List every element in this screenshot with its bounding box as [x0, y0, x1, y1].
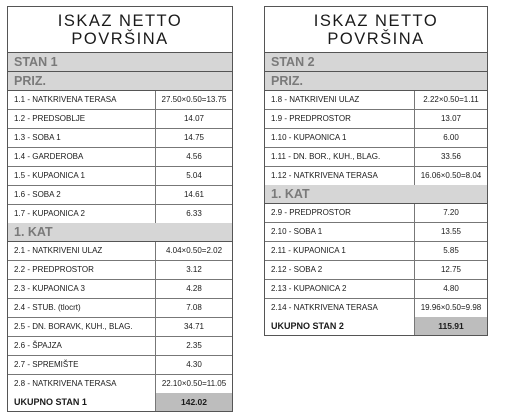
room-area: 27.50×0.50=13.75: [155, 91, 232, 109]
room-area: 2.22×0.50=1.11: [414, 91, 487, 109]
room-area: 4.28: [155, 280, 232, 298]
first-floor-heading: 1. KAT: [8, 223, 232, 242]
table-row: [8, 261, 232, 280]
room-name: 1.5 - KUPAONICA 1: [14, 171, 85, 180]
room-area: 5.04: [155, 167, 232, 185]
room-area: 22.10×0.50=11.05: [155, 375, 232, 393]
room-area: 16.06×0.50=8.04: [414, 167, 487, 185]
room-name: 2.1 - NATKRIVENI ULAZ: [14, 246, 103, 255]
table-row: [8, 337, 232, 356]
room-area: 3.12: [155, 261, 232, 279]
room-name: 1.11 - DN. BOR., KUH., BLAG.: [271, 152, 381, 161]
room-name: 1.4 - GARDEROBA: [14, 152, 84, 161]
area-table-stan-1: [7, 6, 233, 412]
room-area: 33.56: [414, 148, 487, 166]
table-row: [8, 280, 232, 299]
room-name: 2.12 - SOBA 2: [271, 265, 323, 274]
room-area: 7.08: [155, 299, 232, 317]
room-name: 1.12 - NATKRIVENA TERASA: [271, 171, 378, 180]
room-area: 34.71: [155, 318, 232, 336]
title-line-2: POVRŠINA: [71, 30, 169, 48]
room-area: 14.61: [155, 186, 232, 204]
room-name: 2.8 - NATKRIVENA TERASA: [14, 379, 117, 388]
table-row: [8, 186, 232, 205]
room-name: 2.9 - PREDPROSTOR: [271, 208, 351, 217]
room-name: 2.6 - ŠPAJZA: [14, 341, 62, 350]
room-area: 7.20: [414, 204, 487, 222]
room-area: 4.04×0.50=2.02: [155, 242, 232, 260]
table-title: [265, 7, 487, 53]
table-row: [265, 129, 487, 148]
first-floor-heading: 1. KAT: [265, 185, 487, 204]
table-row: [8, 110, 232, 129]
room-area: 6.33: [155, 205, 232, 223]
table-row: [265, 91, 487, 110]
room-name: 2.4 - STUB. (tlocrt): [14, 303, 81, 312]
ground-floor-rows: [8, 91, 232, 223]
room-name: 1.10 - KUPAONICA 1: [271, 133, 347, 142]
room-name: 2.13 - KUPAONICA 2: [271, 284, 347, 293]
table-row: [265, 299, 487, 317]
first-floor-rows: [265, 204, 487, 317]
table-row: [8, 129, 232, 148]
room-name: 2.7 - SPREMIŠTE: [14, 360, 79, 369]
room-name: 1.2 - PREDSOBLJE: [14, 114, 86, 123]
area-table-stan-2: [264, 6, 488, 336]
first-floor-rows: [8, 242, 232, 393]
room-area: 5.85: [414, 242, 487, 260]
room-name: 1.9 - PREDPROSTOR: [271, 114, 351, 123]
room-area: 12.75: [414, 261, 487, 279]
room-area: 13.55: [414, 223, 487, 241]
table-row: [8, 242, 232, 261]
table-row: [265, 204, 487, 223]
room-name: 1.7 - KUPAONICA 2: [14, 209, 85, 218]
room-name: 1.8 - NATKRIVENI ULAZ: [271, 95, 360, 104]
table-row: [8, 375, 232, 393]
table-row: [8, 148, 232, 167]
room-area: 19.96×0.50=9.98: [414, 299, 487, 317]
ground-floor-heading: PRIZ.: [8, 72, 232, 91]
room-area: 14.07: [155, 110, 232, 128]
room-area: 4.56: [155, 148, 232, 166]
table-row: [265, 223, 487, 242]
table-row: [8, 91, 232, 110]
total-row: [265, 317, 487, 335]
title-line-1: ISKAZ NETTO: [313, 12, 439, 30]
room-area: 13.07: [414, 110, 487, 128]
ground-floor-rows: [265, 91, 487, 185]
total-label: UKUPNO STAN 2: [271, 321, 344, 331]
stan-heading: STAN 1: [8, 53, 232, 72]
table-row: [8, 356, 232, 375]
room-name: 2.14 - NATKRIVENA TERASA: [271, 303, 378, 312]
total-label: UKUPNO STAN 1: [14, 397, 87, 407]
table-row: [265, 110, 487, 129]
table-row: [8, 318, 232, 337]
table-row: [265, 261, 487, 280]
room-area: 4.80: [414, 280, 487, 298]
room-name: 2.10 - SOBA 1: [271, 227, 323, 236]
room-area: 6.00: [414, 129, 487, 147]
table-row: [265, 167, 487, 185]
room-name: 1.3 - SOBA 1: [14, 133, 61, 142]
room-area: 4.30: [155, 356, 232, 374]
total-value: 115.91: [414, 317, 487, 335]
table-row: [265, 280, 487, 299]
room-area: 14.75: [155, 129, 232, 147]
total-row: [8, 393, 232, 411]
room-name: 1.6 - SOBA 2: [14, 190, 61, 199]
table-row: [8, 205, 232, 223]
room-name: 2.3 - KUPAONICA 3: [14, 284, 85, 293]
table-row: [265, 242, 487, 261]
room-name: 2.11 - KUPAONICA 1: [271, 246, 346, 255]
stan-heading: STAN 2: [265, 53, 487, 72]
ground-floor-heading: PRIZ.: [265, 72, 487, 91]
room-name: 1.1 - NATKRIVENA TERASA: [14, 95, 117, 104]
total-value: 142.02: [155, 393, 232, 411]
room-name: 2.2 - PREDPROSTOR: [14, 265, 94, 274]
room-area: 2.35: [155, 337, 232, 355]
table-row: [265, 148, 487, 167]
title-line-1: ISKAZ NETTO: [57, 12, 183, 30]
table-title: [8, 7, 232, 53]
table-row: [8, 167, 232, 186]
table-row: [8, 299, 232, 318]
room-name: 2.5 - DN. BORAVK, KUH., BLAG.: [14, 322, 133, 331]
title-line-2: POVRŠINA: [327, 30, 425, 48]
